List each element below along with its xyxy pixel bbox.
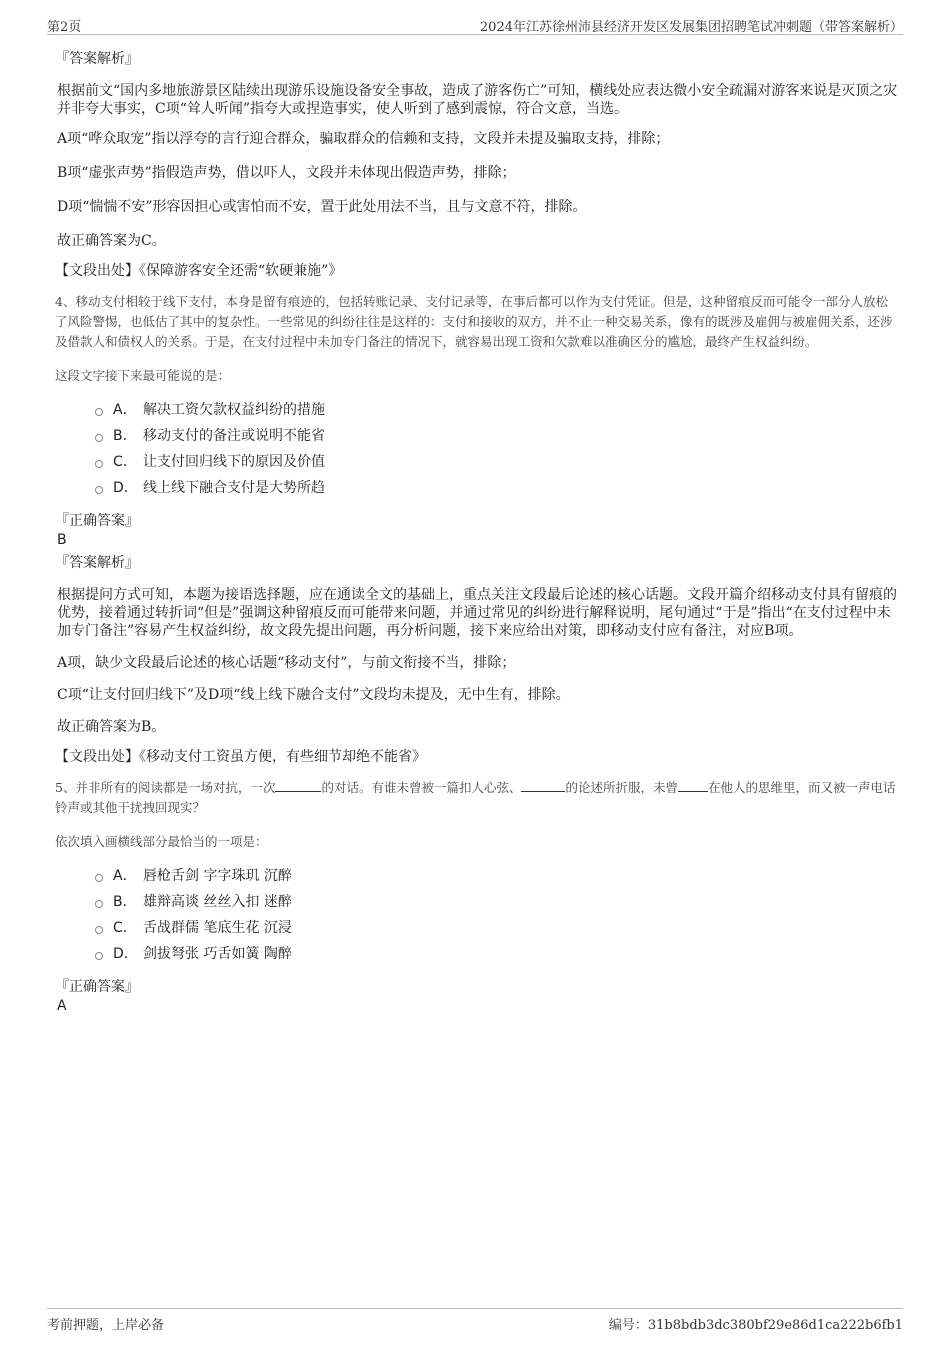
option-text: 舌战群儒 笔底生花 沉浸 — [143, 920, 292, 936]
analysis-label: 『答案解析』 — [55, 555, 139, 571]
fill-blank — [275, 791, 321, 792]
analysis-paragraph: 根据前文“国内多地旅游景区陆续出现游乐设施设备安全事故，造成了游客伤亡”可知，横线处应表达微小安全疏漏对游客来说是灭顶之灾并非夸大事实，C项“耸人听闻”指夸大或捏造事实，使人听到了感到震惊，符合文意，当选。 — [57, 83, 898, 117]
fill-blank — [521, 791, 565, 792]
document-title: 2024年江苏徐州沛县经济开发区发展集团招聘笔试冲刺题（带答案解析） — [479, 20, 903, 35]
option-letter: D． — [113, 480, 138, 496]
question-text-part: 在他人的思维里，而又被一声电话铃声或其他干扰拽回现实？ — [55, 780, 896, 815]
question-text: 4、移动支付相较于线下支付，本身是留有痕迹的，包括转账记录、支付记录等，在事后都可以作为支付凭证。但是，这种留痕反而可能令一部分人放松了风险警惕，也低估了其中的复杂性。一些常见的纠纷往往是这样的：支付和接收的双方，并不止一种交易关系，像有的既涉及雇佣与被雇佣关系，还涉及借款人和债权人的关系。于是，在支付过程中未加专门备注的情况下，就容易出现工资和欠款难以准确区分的尴尬，最终产生权益纠纷。 — [55, 294, 893, 349]
analysis-paragraph: 根据提问方式可知，本题为接语选择题，应在通读全文的基础上，重点关注文段最后论述的核心话题。文段开篇介绍移动支付具有留痕的优势，接着通过转折词“但是”强调这种留痕反而可能带来问题，并通过常见的纠纷进行解释说明，尾句通过“于是”指出“在支付过程中未加专门备注”容易产生权益纠纷，故文段先提出问题，再分析问题，接下来应给出对策，即移动支付应有备注，对应B项。 — [57, 587, 897, 639]
analysis-label: 『答案解析』 — [55, 51, 139, 67]
correct-answer-label: 『正确答案』 — [55, 979, 139, 995]
option-letter: A． — [113, 402, 137, 418]
option-letter: B． — [113, 428, 137, 444]
option-list — [95, 862, 900, 966]
footer-slogan: 考前押题，上岸必备 — [47, 1318, 165, 1333]
radio-icon[interactable] — [95, 486, 103, 494]
option-letter: D． — [113, 946, 138, 962]
option-b[interactable] — [95, 888, 900, 914]
correct-answer-label: 『正确答案』 — [55, 513, 139, 529]
radio-icon[interactable] — [95, 460, 103, 468]
radio-icon[interactable] — [95, 408, 103, 416]
source-citation: 【文段出处】《移动支付工资虽方便，有些细节却绝不能省》 — [55, 749, 426, 765]
correct-answer: A — [57, 998, 67, 1014]
radio-icon[interactable] — [95, 874, 103, 882]
document-id: 编号：31b8bdb3dc380bf29e86d1ca222b6fb1 — [608, 1318, 903, 1333]
option-text: 唇枪舌剑 字字珠玑 沉醉 — [143, 868, 292, 884]
radio-icon[interactable] — [95, 952, 103, 960]
option-text: 解决工资欠款权益纠纷的措施 — [143, 402, 325, 418]
question-text-part: 的论述所折服，未曾 — [565, 780, 678, 795]
analysis-paragraph: 故正确答案为B。 — [57, 719, 166, 735]
radio-icon[interactable] — [95, 926, 103, 934]
option-text: 剑拔弩张 巧舌如簧 陶醉 — [143, 946, 292, 962]
option-list — [95, 396, 900, 500]
question-text — [55, 778, 900, 818]
analysis-paragraph: 故正确答案为C。 — [57, 233, 166, 249]
analysis-paragraph: A项，缺少文段最后论述的核心话题“移动支付”，与前文衔接不当，排除； — [57, 655, 516, 671]
source-citation: 【文段出处】《保障游客安全还需“软硬兼施”》 — [55, 263, 343, 279]
option-c[interactable] — [95, 448, 900, 474]
option-c[interactable] — [95, 914, 900, 940]
page-footer — [47, 1308, 903, 1333]
analysis-paragraph: A项“哗众取宠”指以浮夸的言行迎合群众，骗取群众的信赖和支持，文段并未提及骗取支持，排除； — [57, 131, 670, 147]
option-a[interactable] — [95, 862, 900, 888]
radio-icon[interactable] — [95, 900, 103, 908]
option-letter: B． — [113, 894, 137, 910]
question-text-part: 的对话。有谁未曾被一篇扣人心弦、 — [321, 780, 522, 795]
page-header — [47, 14, 903, 35]
option-letter: C． — [113, 920, 137, 936]
analysis-paragraph: D项“惴惴不安”形容因担心或害怕而不安，置于此处用法不当，且与文意不符，排除。 — [57, 199, 587, 215]
analysis-paragraph: C项“让支付回归线下”及D项“线上线下融合支付”文段均未提及，无中生有，排除。 — [57, 687, 570, 703]
question-prompt: 这段文字接下来最可能说的是： — [55, 368, 231, 383]
option-a[interactable] — [95, 396, 900, 422]
option-d[interactable] — [95, 940, 900, 966]
option-text: 让支付回归线下的原因及价值 — [143, 454, 325, 470]
question-prompt: 依次填入画横线部分最恰当的一项是： — [55, 834, 268, 849]
option-letter: A． — [113, 868, 137, 884]
option-text: 移动支付的备注或说明不能省 — [143, 428, 325, 444]
option-b[interactable] — [95, 422, 900, 448]
option-letter: C． — [113, 454, 137, 470]
option-text: 雄辩高谈 丝丝入扣 迷醉 — [143, 894, 292, 910]
fill-blank — [678, 791, 708, 792]
analysis-paragraph: B项“虚张声势”指假造声势，借以吓人，文段并未体现出假造声势，排除； — [57, 165, 516, 181]
question-text-part: 5、并非所有的阅读都是一场对抗，一次 — [55, 780, 276, 795]
radio-icon[interactable] — [95, 434, 103, 442]
document-body — [55, 44, 900, 1018]
page-number: 第2页 — [47, 20, 82, 35]
option-text: 线上线下融合支付是大势所趋 — [143, 480, 325, 496]
option-d[interactable] — [95, 474, 900, 500]
correct-answer: B — [57, 532, 67, 548]
